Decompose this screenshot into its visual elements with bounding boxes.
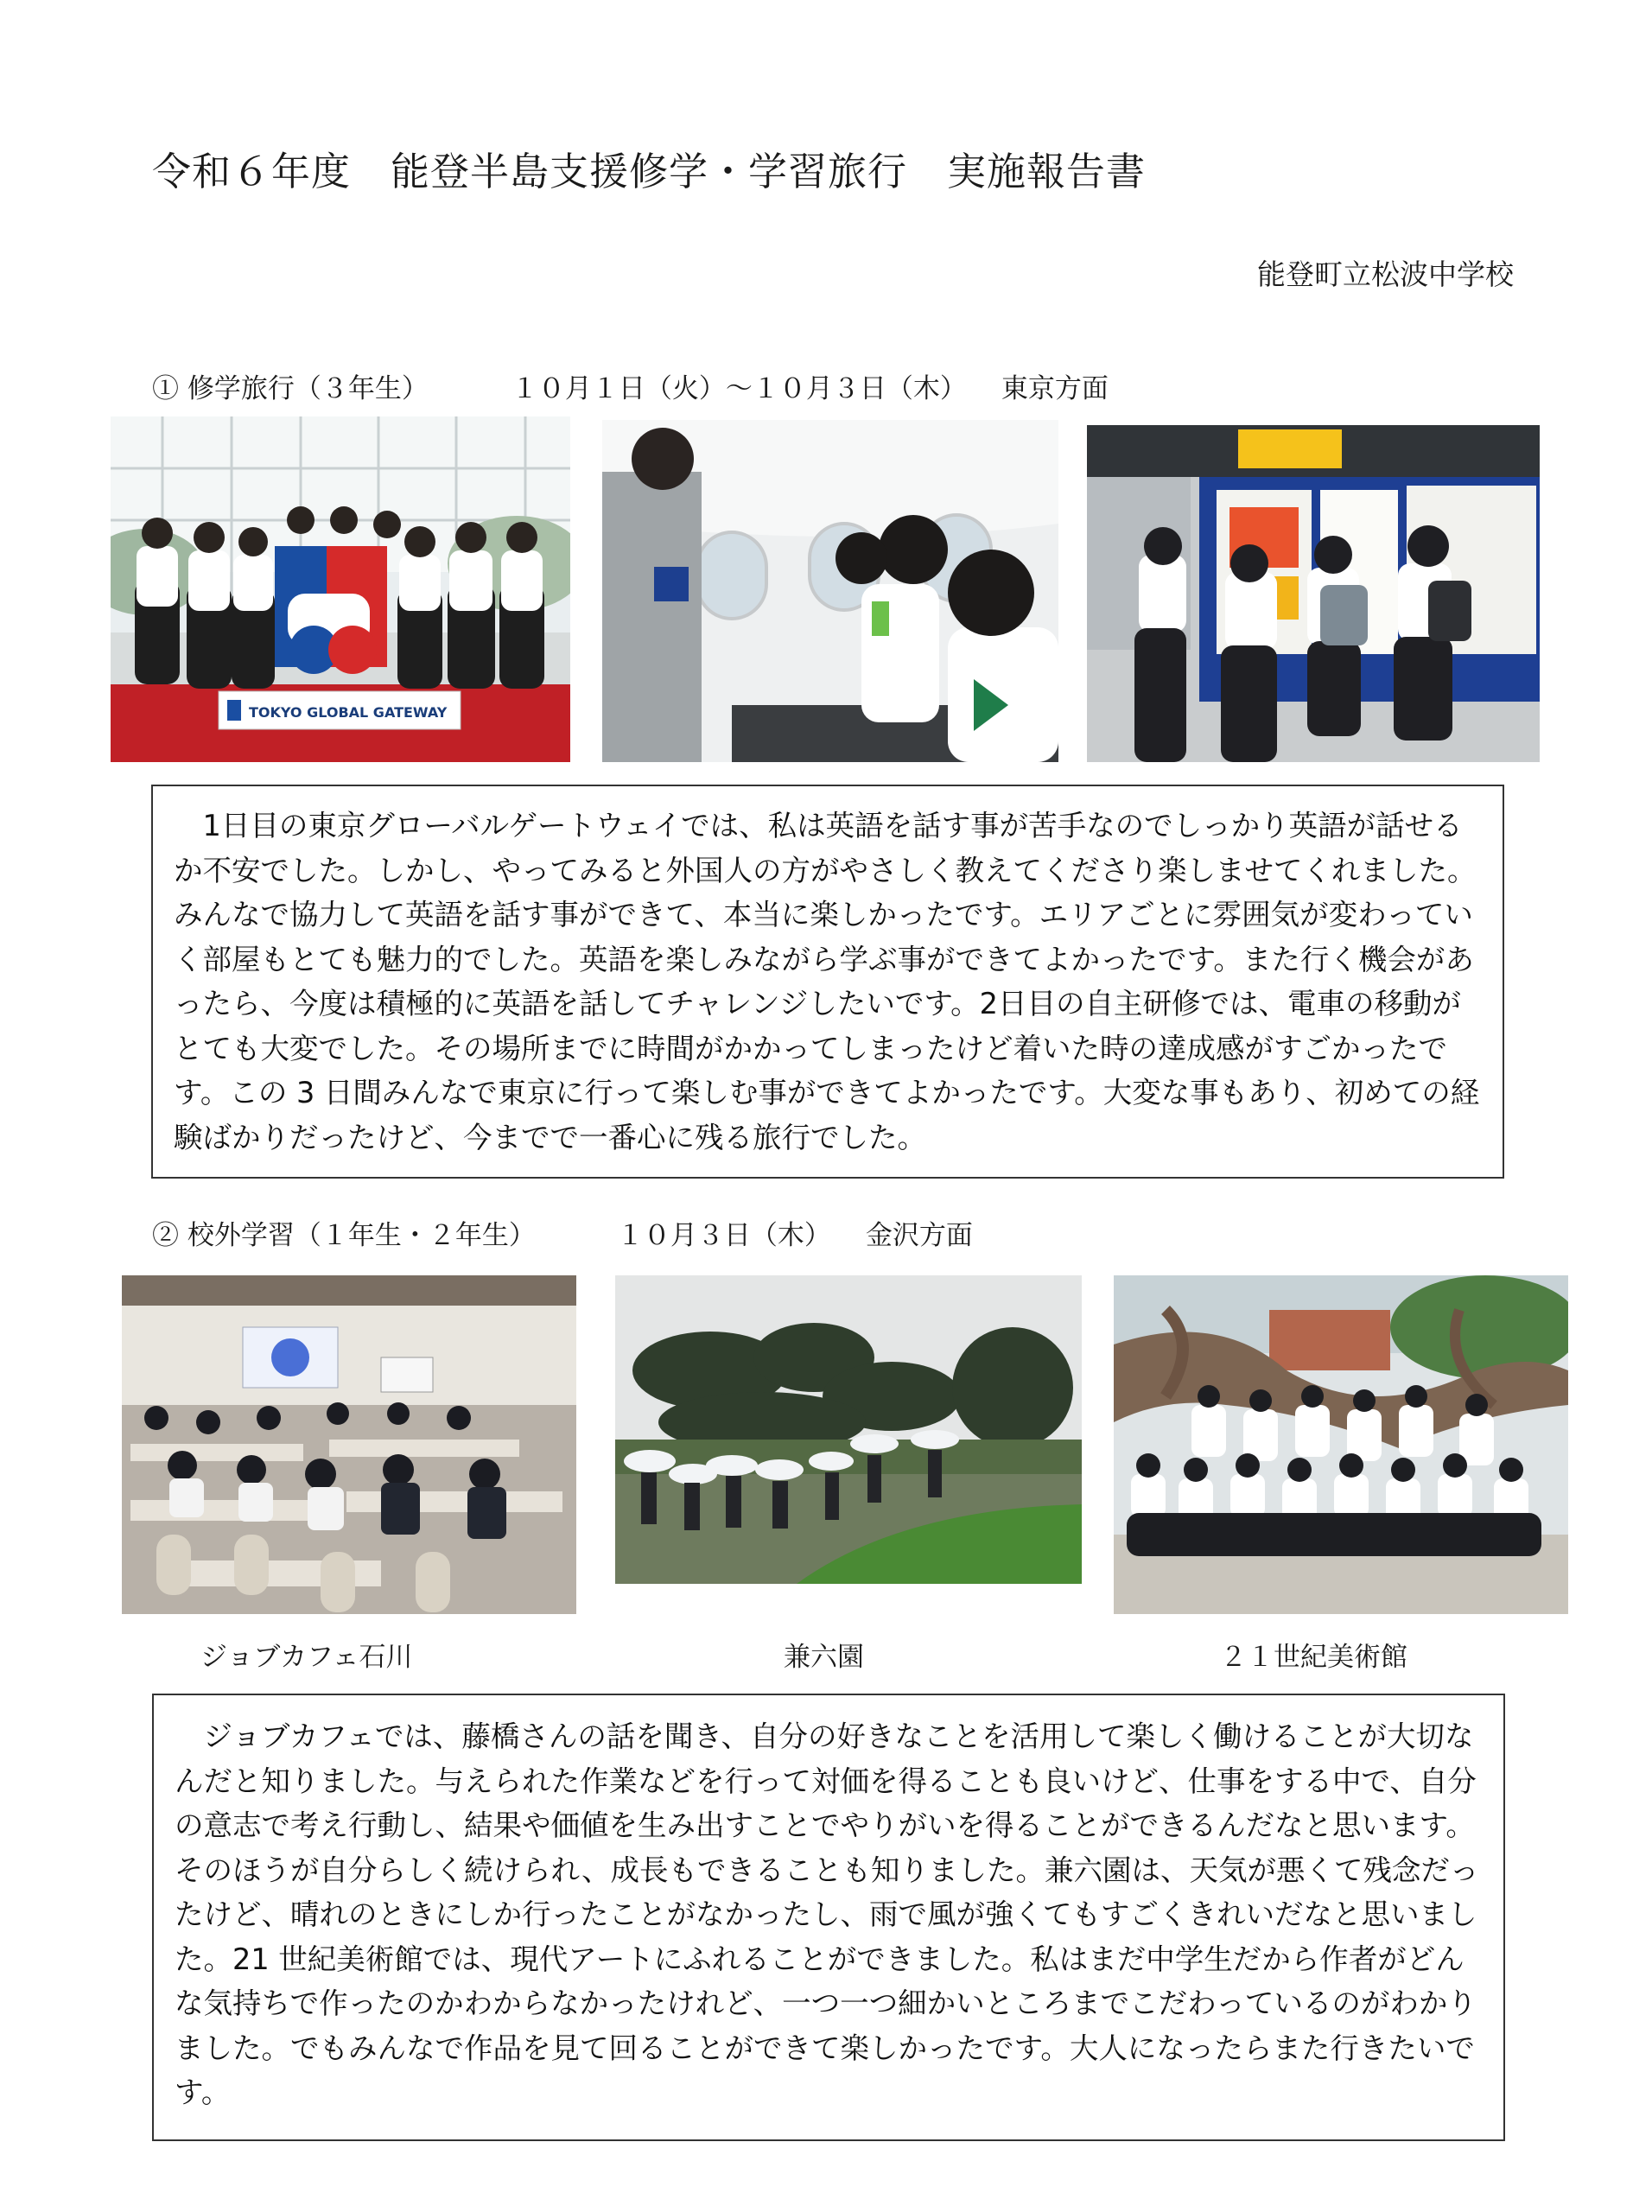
section2-report-box: [152, 1694, 1505, 2141]
section2-place: 金沢方面: [865, 1220, 973, 1251]
photo-21st-century-museum: [1114, 1275, 1568, 1614]
photo-job-cafe: [122, 1275, 576, 1614]
section2-label: ② 校外学習（１年生・２年生）: [152, 1220, 536, 1251]
photo-airplane-cabin: [602, 420, 1058, 762]
caption-21st-century-museum: ２１世紀美術館: [1220, 1642, 1407, 1673]
tgg-sign-text: TOKYO GLOBAL GATEWAY: [249, 704, 448, 721]
section1-report-box: [151, 785, 1504, 1179]
section1-report-text: 1日目の東京グローバルゲートウェイでは、私は英語を話す事が苦手なのでしっかり英語が話せるか不安でした。しかし、やってみると外国人の方がやさしく教えてくださり楽しませてくれました。みんなで協力して英語を話す事ができて、本当に楽しかったです。エリアごとに雰囲気が変わっていく部屋もとても魅力的でした。英語を楽しみながら学ぶ事ができてよかったです。また行く機会があったら、今度は積極的に英語を話してチャレンジしたいです。2日目の自主研修では、電車の移動がとても大変でした。その場所までに時間がかかってしまったけど着いた時の達成感がすごかったです。この 3 日間みんなで東京に行って楽しむ事ができてよかったです。大変な事もあり、初めての経験ばかりだったけど、今までで一番心に残る旅行でした。: [174, 809, 1480, 1154]
section2-heading: [152, 1213, 973, 1252]
section2-date: １０月３日（木）: [616, 1220, 831, 1251]
document-title: 令和６年度 能登半島支援修学・学習旅行 実施報告書: [152, 149, 1147, 194]
section1-heading: [152, 366, 1109, 405]
section1-date: １０月１日（火）～１０月３日（木）: [511, 373, 967, 404]
section1-label: ① 修学旅行（３年生）: [152, 373, 429, 404]
section2-report-text: ジョブカフェでは、藤橋さんの話を聞き、自分の好きなことを活用して楽しく働けることが大切なんだと知りました。与えられた作業などを行って対価を得ることも良いけど、仕事をする中で、自分の意志で考え行動し、結果や価値を生み出すことでやりがいを得ることができるんだなと思います。そのほうが自分らしく続けられ、成長もできることも知りました。兼六園は、天気が悪くて残念だったけど、晴れのときにしか行ったことがなかったし、雨で風が強くてもすごくきれいだなと思いました。21 世紀美術館では、現代アートにふれることができました。私はまだ中学生だから作者がどんな気持ちで作ったのかわからなかったけれど、一つ一つ細かいところまでこだわっているのがわかりました。でもみんなで作品を見て回ることができて楽しかったです。大人になったらまた行きたいです。: [175, 1719, 1479, 2109]
photo-tokyo-global-gateway: [111, 416, 570, 762]
school-name: 能登町立松波中学校: [1257, 257, 1514, 291]
photo-train-station: [1087, 425, 1540, 762]
caption-kenrokuen: 兼六園: [784, 1642, 864, 1673]
photo-kenrokuen: [615, 1275, 1082, 1584]
caption-job-cafe: ジョブカフェ石川: [200, 1642, 413, 1673]
section1-place: 東京方面: [1001, 373, 1109, 404]
